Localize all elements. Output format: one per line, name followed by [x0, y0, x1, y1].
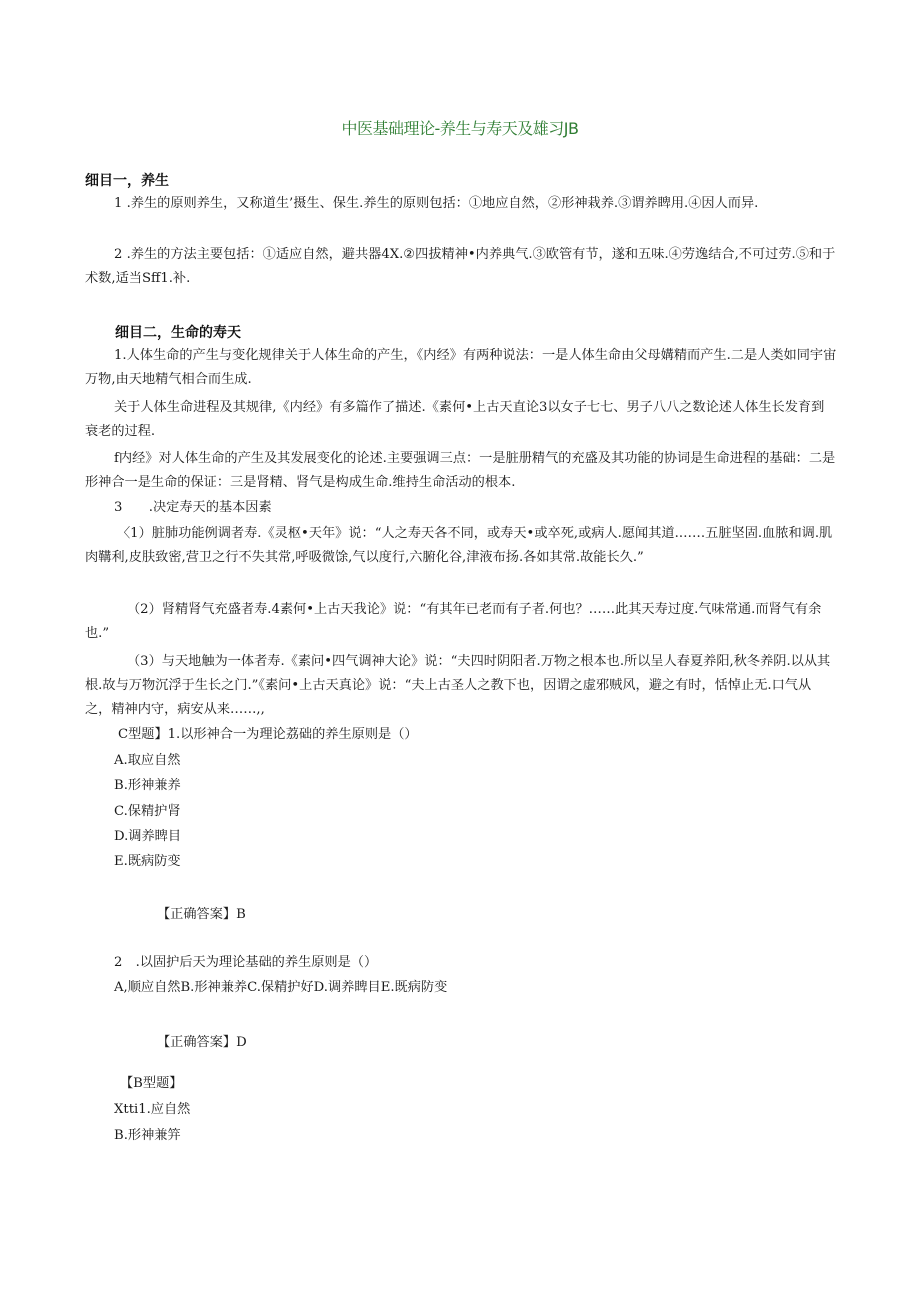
question-2-answer: 【正确答案】D [157, 1035, 247, 1050]
paragraph-life-origin: 1.人体生命的产生与变化规律关于人体生命的产生，《内经》有两种说法：一是人体生命由父母媾精而产生.二是人类如同宇宙万物,由天地精气相合而生成. [85, 348, 837, 387]
question-1-option-e: E.既病防变 [114, 854, 181, 869]
question-1-answer: 【正确答案】B [157, 907, 246, 922]
question-1-option-d: D.调养睥目 [114, 829, 182, 844]
paragraph-three-points: f内经》对人体生命的产生及其发展变化的论述.主要强调三点：一是脏册精气的充盛及其功能的协词是生命进程的基础：二是形神合一是生命的保证：三是肾精、肾气是构成生命.维持生命活动的根本. [85, 451, 836, 490]
question-1-option-a: A.取应自然 [114, 753, 181, 768]
question-2-options: A,顺应自然B.形神兼养C.保精护好D.调养睥目E.既病防变 [114, 980, 448, 995]
b-type-option-b: B.形神兼笄 [114, 1128, 181, 1143]
question-1-option-b: B.形神兼养 [114, 778, 181, 793]
page-title: 中医基础理论-养生与寿天及雄习JB [341, 119, 579, 138]
question-1-stem: C型题】1.以形神合一为理论荔础的养生原则是（） [118, 727, 418, 742]
b-type-heading: 【B型题】 [120, 1076, 183, 1091]
section-heading-health: 细目一，养生 [85, 173, 169, 189]
paragraph-factor-3: （3）与天地触为一体者寿.《素问•四气调神大论》说：“夫四时阴阳者.万物之根本也.所以呈人春夏养阳,秋冬养阴.以从其根.故与万物沉浮于生长之门.”《素问•上古天真论》说：“夫上古圣人之教下也，因谓之虚邪贼风，避之有时，恬悼止无.口气从之，精神内守，病安从来……,, [85, 654, 831, 717]
paragraph-factor-1: 〈1）脏肺功能例调者寿.《灵枢•天年》说：“人之寿天各不同，或寿天•或卒死,或病人.愿闻其道.……五脏坚固.血脓和调.肌肉鞲利,皮肤致密,营卫之行不失其常,呼吸微馀,气以度行,六腑化谷,津液布扬.各如其常.故能长久.” [85, 526, 833, 565]
paragraph-methods: 2 .养生的方法主要包括：①适应自然，避共器4X.②四拔精神•内养典气.③欧管有节，遂和五味.④劳逸结合,不可过劳.⑤和于术数,适当Sff1.补. [85, 247, 836, 286]
b-type-option-a: Xtti1.应自然 [114, 1102, 191, 1117]
section-heading-lifespan: 细目二，生命的寿天 [115, 325, 241, 341]
paragraph-factors-heading: 3 .决定寿天的基本因素 [114, 500, 272, 515]
paragraph-factor-2: （2）肾精肾气充盛者寿.4素何•上古天我论》说：“有其年已老而有子者.何也？……此其天寿过度.气味常通.而肾气有余也.” [85, 602, 822, 641]
question-2-stem: 2 .以固护后天为理论基础的养生原则是（） [114, 955, 378, 970]
question-1-option-c: C.保精护肾 [114, 804, 181, 819]
paragraph-life-process: 关于人体生命进程及其规律,《内经》有多篇作了描述.《素何•上古天直论3以女子七七、男子八八之数论述人体生长发育到衰老的过程. [85, 400, 825, 439]
paragraph-principles: 1 .养生的原则养生，又称道生’摄生、保生.养生的原则包括：①地应自然，②形神栽养.③谓养睥用.④因人而异. [114, 196, 759, 211]
